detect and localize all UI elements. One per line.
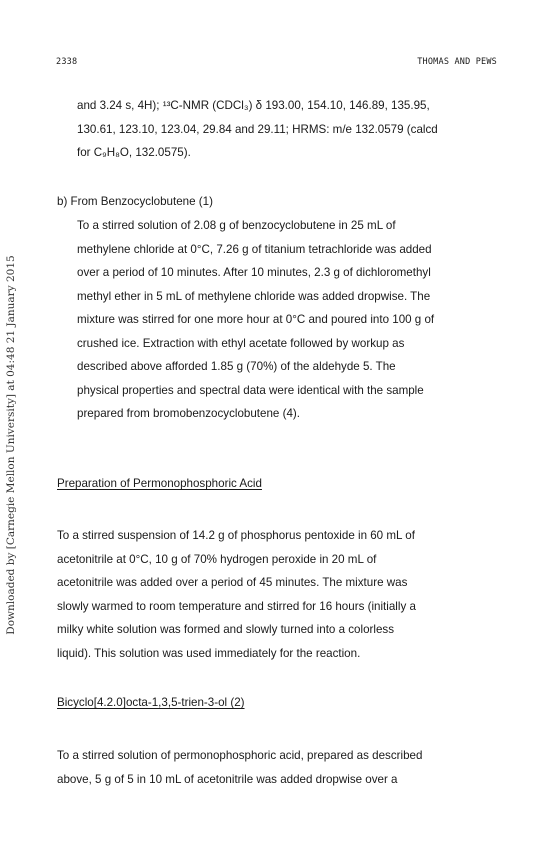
text-line: crushed ice. Extraction with ethyl acetate followed by workup as xyxy=(77,336,405,350)
text-line: described above afforded 1.85 g (70%) of the aldehyde 5. The xyxy=(77,360,396,373)
text-line: To a stirred solution of permonophosphoric acid, prepared as described xyxy=(57,749,423,762)
text-line: over a period of 10 minutes. After 10 minutes, 2.3 g of dichloromethyl xyxy=(77,266,431,279)
text-line: physical properties and spectral data were identical with the sample xyxy=(77,383,424,397)
download-watermark-text: Downloaded by [Carnegie Mellon University] at 04:48 21 January 2015 xyxy=(5,255,17,635)
page-number: 2338 xyxy=(56,57,78,67)
text-line: acetonitrile was added over a period of 45 minutes. The mixture was xyxy=(57,576,408,589)
bicyclo-heading: Bicyclo[4.2.0]octa-1,3,5-trien-3-ol (2) xyxy=(57,696,245,709)
text-line: milky white solution was formed and slowly turned into a colorless xyxy=(57,623,395,636)
text-line: and 3.24 s, 4H); ¹³C-NMR (CDCl₃) δ 193.00, 154.10, 146.89, 135.95, xyxy=(77,99,430,112)
text-line: methylene chloride at 0°C, 7.26 g of titanium tetrachloride was added xyxy=(77,242,432,256)
running-head: THOMAS AND PEWS xyxy=(417,57,497,67)
text-line: acetonitrile at 0°C, 10 g of 70% hydrogen peroxide in 20 mL of xyxy=(57,552,377,566)
bicyclo-paragraph xyxy=(57,744,517,791)
text-line: methyl ether in 5 mL of methylene chloride was added dropwise. The xyxy=(77,289,431,303)
section-b-label: b) From Benzocyclobutene (1) xyxy=(57,195,213,208)
text-line: 130.61, 123.10, 123.04, 29.84 and 29.11; HRMS: m/e 132.0579 (calcd xyxy=(77,122,438,136)
text-line: mixture was stirred for one more hour at 0°C and poured into 100 g of xyxy=(77,313,435,326)
nmr-continuation xyxy=(77,94,517,165)
text-line: To a stirred solution of 2.08 g of benzocyclobutene in 25 mL of xyxy=(77,219,396,232)
permono-paragraph xyxy=(57,524,517,665)
permono-heading: Preparation of Permonophosphoric Acid xyxy=(57,477,262,490)
text-line: prepared from bromobenzocyclobutene (4). xyxy=(77,407,300,420)
text-line: To a stirred suspension of 14.2 g of phosphorus pentoxide in 60 mL of xyxy=(57,529,415,542)
text-line: above, 5 g of 5 in 10 mL of acetonitrile was added dropwise over a xyxy=(57,772,398,786)
text-line: liquid). This solution was used immediately for the reaction. xyxy=(57,646,361,660)
page-header xyxy=(56,57,497,71)
section-b-paragraph xyxy=(77,214,517,426)
download-watermark xyxy=(4,255,18,635)
text-line: slowly warmed to room temperature and stirred for 16 hours (initially a xyxy=(57,599,416,613)
text-line: for C₉H₈O, 132.0575). xyxy=(77,146,191,159)
